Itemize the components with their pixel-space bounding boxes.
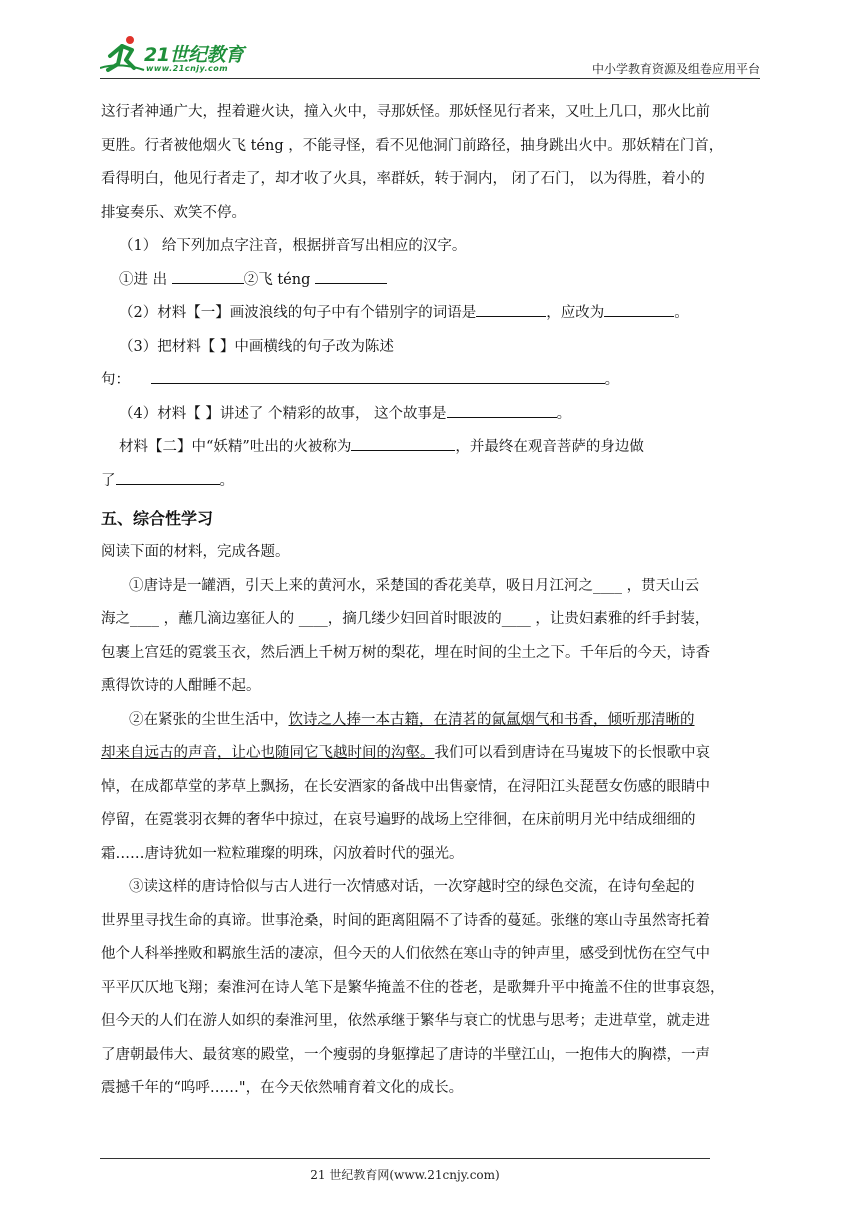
question-5-text: 。 <box>219 472 234 489</box>
question-1-blanks <box>101 264 761 298</box>
answer-blank[interactable] <box>315 269 387 284</box>
section-intro: 阅读下面的材料，完成各题。 <box>101 544 290 560</box>
paragraph-2-text: ②在紧张的尘世生活中， <box>129 711 289 728</box>
header-divider <box>100 78 760 79</box>
question-3-text: 句： <box>101 372 130 388</box>
question-5-text: 了 <box>101 472 116 489</box>
paragraph-3-line: 但今天的人们在游人如织的秦淮河里，依然承继于繁华与衰亡的忧患与思考；走进草堂，就走进 <box>101 1013 710 1029</box>
paragraph-2-line: 停留，在霓裳羽衣舞的奢华中掠过，在哀号遍野的战场上空徘徊，在床前明月光中结成细细的 <box>101 812 696 828</box>
passage-line: 这行者神通广大，捏着避火诀，撞入火中，寻那妖怪。那妖怪见行者来，又吐上几口，那火比前 <box>101 104 710 120</box>
q1-item-b: ②飞 téng <box>243 271 311 288</box>
logo-url: www.21cnjy.com <box>146 64 229 73</box>
question-2-text: 。 <box>674 305 689 321</box>
paragraph-1-line: 海之____ ，蘸几滴边塞征人的 ____，摘几缕少妇回首时眼波的____ ，让贵妇素雅的纤手封装， <box>101 611 710 627</box>
passage-line: 更胜。行者被他烟火飞 téng ，不能寻怪，看不见他洞门前路径，抽身跳出火中。那妖精在门首， <box>101 137 724 154</box>
paragraph-3-line: ③读这样的唐诗恰似与古人进行一次情感对话，一次穿越时空的绿色交流，在诗句垒起的 <box>129 879 695 895</box>
underlined-sentence: 却来自远古的声音，让心也随同它飞越时间的沟壑。 <box>101 745 435 761</box>
question-2-text: （2）材料【一】画波浪线的句子中有个错别字的词语是 <box>119 305 477 321</box>
answer-blank[interactable] <box>172 269 244 284</box>
document-body <box>101 96 761 1106</box>
answer-blank[interactable] <box>476 302 546 317</box>
question-3-text: 。 <box>604 372 620 388</box>
logo-title: 21世纪教育 <box>144 44 244 66</box>
answer-blank[interactable] <box>351 436 455 451</box>
header-platform-text: 中小学教育资源及组卷应用平台 <box>591 62 760 76</box>
paragraph-1-line: ①唐诗是一罐酒，引天上来的黄河水，采楚国的香花美草，吸日月江河之____ ，贯天山云 <box>129 577 700 594</box>
logo <box>100 34 300 76</box>
q1-item-a: ①进 出 <box>119 271 168 288</box>
question-4-text: （4）材料【 】讲述了 个精彩的故事， 这个故事是 <box>119 405 447 422</box>
question-5-text: ，并最终在观音菩萨的身边做 <box>455 439 644 455</box>
runner-logo-icon <box>100 34 146 74</box>
question-4 <box>101 398 761 432</box>
paragraph-3-line: 世界里寻找生命的真谛。世事沧桑，时间的距离阻隔不了诗香的蔓延。张继的寒山寺虽然寄托着 <box>101 912 710 929</box>
page-header <box>100 34 760 78</box>
answer-blank[interactable] <box>151 369 605 384</box>
question-5-cont <box>101 465 761 499</box>
underlined-sentence: 饮诗之人捧一本古籍，在清茗的氤氲烟气和书香，倾听那清晰的 <box>288 711 695 728</box>
question-3-cont <box>101 364 761 398</box>
paragraph-3-line: 了唐朝最伟大、最贫寒的殿堂，一个瘦弱的身躯撑起了唐诗的半壁江山，一抱伟大的胸襟，一声 <box>101 1046 710 1063</box>
paragraph-1-line: 包裹上宫廷的霓裳玉衣，然后洒上千树万树的梨花，埋在时间的尘土之下。千年后的今天，诗香 <box>101 644 710 661</box>
question-1: （1） 给下列加点字注音，根据拼音写出相应的汉字。 <box>119 238 467 254</box>
question-5 <box>101 431 761 465</box>
page-footer: 21 世纪教育网(www.21cnjy.com) <box>310 1168 500 1182</box>
footer-divider <box>100 1158 710 1159</box>
paragraph-2-line <box>101 704 761 738</box>
paragraph-2-text: 我们可以看到唐诗在马嵬坡下的长恨歌中哀 <box>434 745 710 761</box>
section-title: 五、综合性学习 <box>101 509 214 528</box>
question-5-text: 材料【二】中“妖精”吐出的火被称为 <box>119 439 352 455</box>
question-3: （3）把材料【 】中画横线的句子改为陈述 <box>119 338 394 355</box>
paragraph-2-line <box>101 737 761 771</box>
passage-line: 看得明白，他见行者走了，却才收了火具，率群妖，转于洞内， 闭了石门， 以为得胜，着小的 <box>101 171 705 187</box>
paragraph-1-line: 熏得饮诗的人酣睡不起。 <box>101 678 261 694</box>
paragraph-3-line: 他个人科举挫败和羁旅生活的凄凉，但今天的人们依然在寒山寺的钟声里，感受到忧伤在空气中 <box>101 946 710 962</box>
answer-blank[interactable] <box>604 302 674 317</box>
paragraph-3-line: 震撼千年的“呜呼……"，在今天依然哺育着文化的成长。 <box>101 1080 464 1096</box>
answer-blank[interactable] <box>116 470 220 485</box>
question-2-text: ，应改为 <box>546 305 605 321</box>
question-4-text: 。 <box>556 405 572 422</box>
passage-line: 排宴奏乐、欢笑不停。 <box>101 204 246 221</box>
paragraph-2-line: 霜……唐诗犹如一粒粒璀璨的明珠，闪放着时代的强光。 <box>101 845 464 862</box>
paragraph-3-line: 平平仄仄地飞翔；秦淮河在诗人笔下是繁华掩盖不住的苍老，是歌舞升平中掩盖不住的世事哀怨， <box>101 979 725 996</box>
paragraph-2-line: 悼，在成都草堂的茅草上飘扬，在长安酒家的备战中出售豪情，在浔阳江头琵琶女伤感的眼睛中 <box>101 778 710 795</box>
answer-blank[interactable] <box>447 403 557 418</box>
question-2 <box>101 297 761 331</box>
